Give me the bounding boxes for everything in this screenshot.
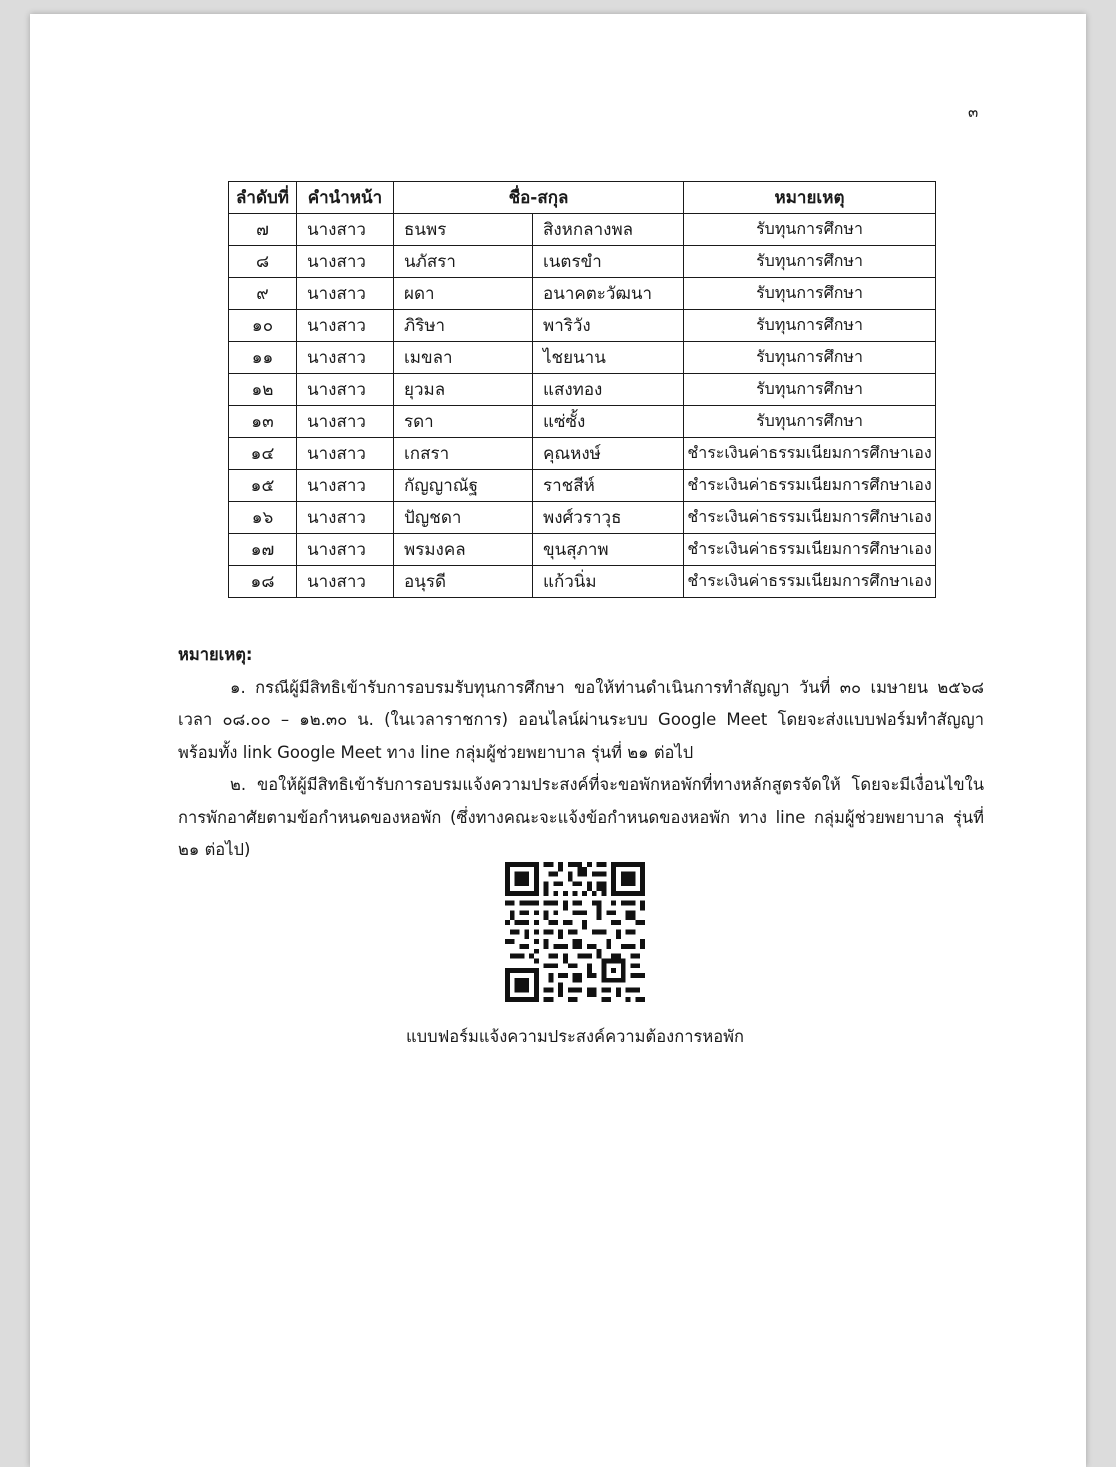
cell-last-name: พงศ์วราวุธ xyxy=(533,502,684,534)
cell-title: นางสาว xyxy=(297,342,394,374)
table-row xyxy=(229,310,936,342)
cell-last-name: ไชยนาน xyxy=(533,342,684,374)
cell-title: นางสาว xyxy=(297,502,394,534)
cell-last-name: อนาคตะวัฒนา xyxy=(533,278,684,310)
cell-title: นางสาว xyxy=(297,246,394,278)
cell-remark: รับทุนการศึกษา xyxy=(684,278,936,310)
cell-title: นางสาว xyxy=(297,470,394,502)
cell-no: ๑๐ xyxy=(229,310,297,342)
cell-first-name: รดา xyxy=(394,406,533,438)
cell-no: ๑๓ xyxy=(229,406,297,438)
roster-body xyxy=(229,214,936,598)
note-item-1: ๑. กรณีผู้มีสิทธิเข้ารับการอบรมรับทุนการศึกษา ขอให้ท่านดำเนินการทำสัญญา วันที่ ๓๐ เมษายน ๒๕๖๘ เวลา ๐๘.๐๐ – ๑๒.๓๐ น. (ในเวลาราชการ) ออนไลน์ผ่านระบบ Google Meet โดยจะส่งแบบฟอร์มทำสัญญา พร้อมทั้ง link Google Meet ทาง line กลุ่มผู้ช่วยพยาบาล รุ่นที่ ๒๑ ต่อไป xyxy=(178,677,984,762)
table-row xyxy=(229,566,936,598)
cell-remark: รับทุนการศึกษา xyxy=(684,310,936,342)
cell-remark: รับทุนการศึกษา xyxy=(684,246,936,278)
cell-last-name: ราชสีห์ xyxy=(533,470,684,502)
header-no: ลำดับที่ xyxy=(229,182,297,214)
cell-first-name: นภัสรา xyxy=(394,246,533,278)
cell-first-name: อนุรดี xyxy=(394,566,533,598)
cell-remark: รับทุนการศึกษา xyxy=(684,406,936,438)
cell-no: ๙ xyxy=(229,278,297,310)
table-row xyxy=(229,438,936,470)
cell-title: นางสาว xyxy=(297,374,394,406)
table-row xyxy=(229,214,936,246)
cell-remark: ชำระเงินค่าธรรมเนียมการศึกษาเอง xyxy=(684,502,936,534)
cell-remark: ชำระเงินค่าธรรมเนียมการศึกษาเอง xyxy=(684,438,936,470)
table-row xyxy=(229,278,936,310)
cell-first-name: เมขลา xyxy=(394,342,533,374)
header-name: ชื่อ-สกุล xyxy=(394,182,684,214)
cell-no: ๑๗ xyxy=(229,534,297,566)
roster-table xyxy=(228,181,936,598)
cell-no: ๘ xyxy=(229,246,297,278)
cell-last-name: คุณหงษ์ xyxy=(533,438,684,470)
cell-remark: รับทุนการศึกษา xyxy=(684,342,936,374)
table-row xyxy=(229,406,936,438)
cell-last-name: สิงหกลางพล xyxy=(533,214,684,246)
cell-title: นางสาว xyxy=(297,438,394,470)
cell-no: ๗ xyxy=(229,214,297,246)
cell-title: นางสาว xyxy=(297,310,394,342)
table-row xyxy=(229,470,936,502)
cell-last-name: ขุนสุภาพ xyxy=(533,534,684,566)
cell-remark: ชำระเงินค่าธรรมเนียมการศึกษาเอง xyxy=(684,470,936,502)
dormitory-form-qr-code[interactable] xyxy=(505,862,645,1002)
table-row xyxy=(229,342,936,374)
cell-first-name: ปัญชดา xyxy=(394,502,533,534)
table-row xyxy=(229,502,936,534)
note-item-2: ๒. ขอให้ผู้มีสิทธิเข้ารับการอบรมแจ้งความประสงค์ที่จะขอพักหอพักที่ทางหลักสูตรจัดให้ โดยจะมีเงื่อนไขในการพักอาศัยตามข้อกำหนดของหอพัก (ซึ่งทางคณะจะแจ้งข้อกำหนดของหอพัก ทาง line กลุ่มผู้ช่วยพยาบาล รุ่นที่ ๒๑ ต่อไป) xyxy=(178,775,984,859)
cell-remark: รับทุนการศึกษา xyxy=(684,374,936,406)
cell-no: ๑๔ xyxy=(229,438,297,470)
qr-caption: แบบฟอร์มแจ้งความประสงค์ความต้องการหอพัก xyxy=(406,1027,744,1046)
notes-section xyxy=(178,639,984,867)
cell-no: ๑๑ xyxy=(229,342,297,374)
cell-last-name: แสงทอง xyxy=(533,374,684,406)
header-title: คำนำหน้า xyxy=(297,182,394,214)
cell-no: ๑๘ xyxy=(229,566,297,598)
cell-last-name: พาริวัง xyxy=(533,310,684,342)
page-number: ๓ xyxy=(968,103,979,121)
cell-title: นางสาว xyxy=(297,278,394,310)
cell-last-name: แก้วนิ่ม xyxy=(533,566,684,598)
cell-first-name: พรมงคล xyxy=(394,534,533,566)
cell-first-name: เกสรา xyxy=(394,438,533,470)
cell-title: นางสาว xyxy=(297,214,394,246)
cell-first-name: ธนพร xyxy=(394,214,533,246)
notes-heading: หมายเหตุ: xyxy=(178,645,253,664)
cell-first-name: ผดา xyxy=(394,278,533,310)
cell-title: นางสาว xyxy=(297,566,394,598)
header-remark: หมายเหตุ xyxy=(684,182,936,214)
cell-first-name: ยุวมล xyxy=(394,374,533,406)
cell-remark: ชำระเงินค่าธรรมเนียมการศึกษาเอง xyxy=(684,566,936,598)
cell-remark: ชำระเงินค่าธรรมเนียมการศึกษาเอง xyxy=(684,534,936,566)
table-row xyxy=(229,246,936,278)
cell-remark: รับทุนการศึกษา xyxy=(684,214,936,246)
cell-last-name: แซ่ซั้ง xyxy=(533,406,684,438)
cell-title: นางสาว xyxy=(297,534,394,566)
cell-title: นางสาว xyxy=(297,406,394,438)
table-header-row xyxy=(229,182,936,214)
cell-no: ๑๕ xyxy=(229,470,297,502)
document-page xyxy=(30,14,1086,1467)
cell-no: ๑๖ xyxy=(229,502,297,534)
cell-last-name: เนตรขำ xyxy=(533,246,684,278)
table-row xyxy=(229,534,936,566)
cell-first-name: กัญญาณัฐ xyxy=(394,470,533,502)
table-row xyxy=(229,374,936,406)
cell-first-name: ภิริษา xyxy=(394,310,533,342)
cell-no: ๑๒ xyxy=(229,374,297,406)
